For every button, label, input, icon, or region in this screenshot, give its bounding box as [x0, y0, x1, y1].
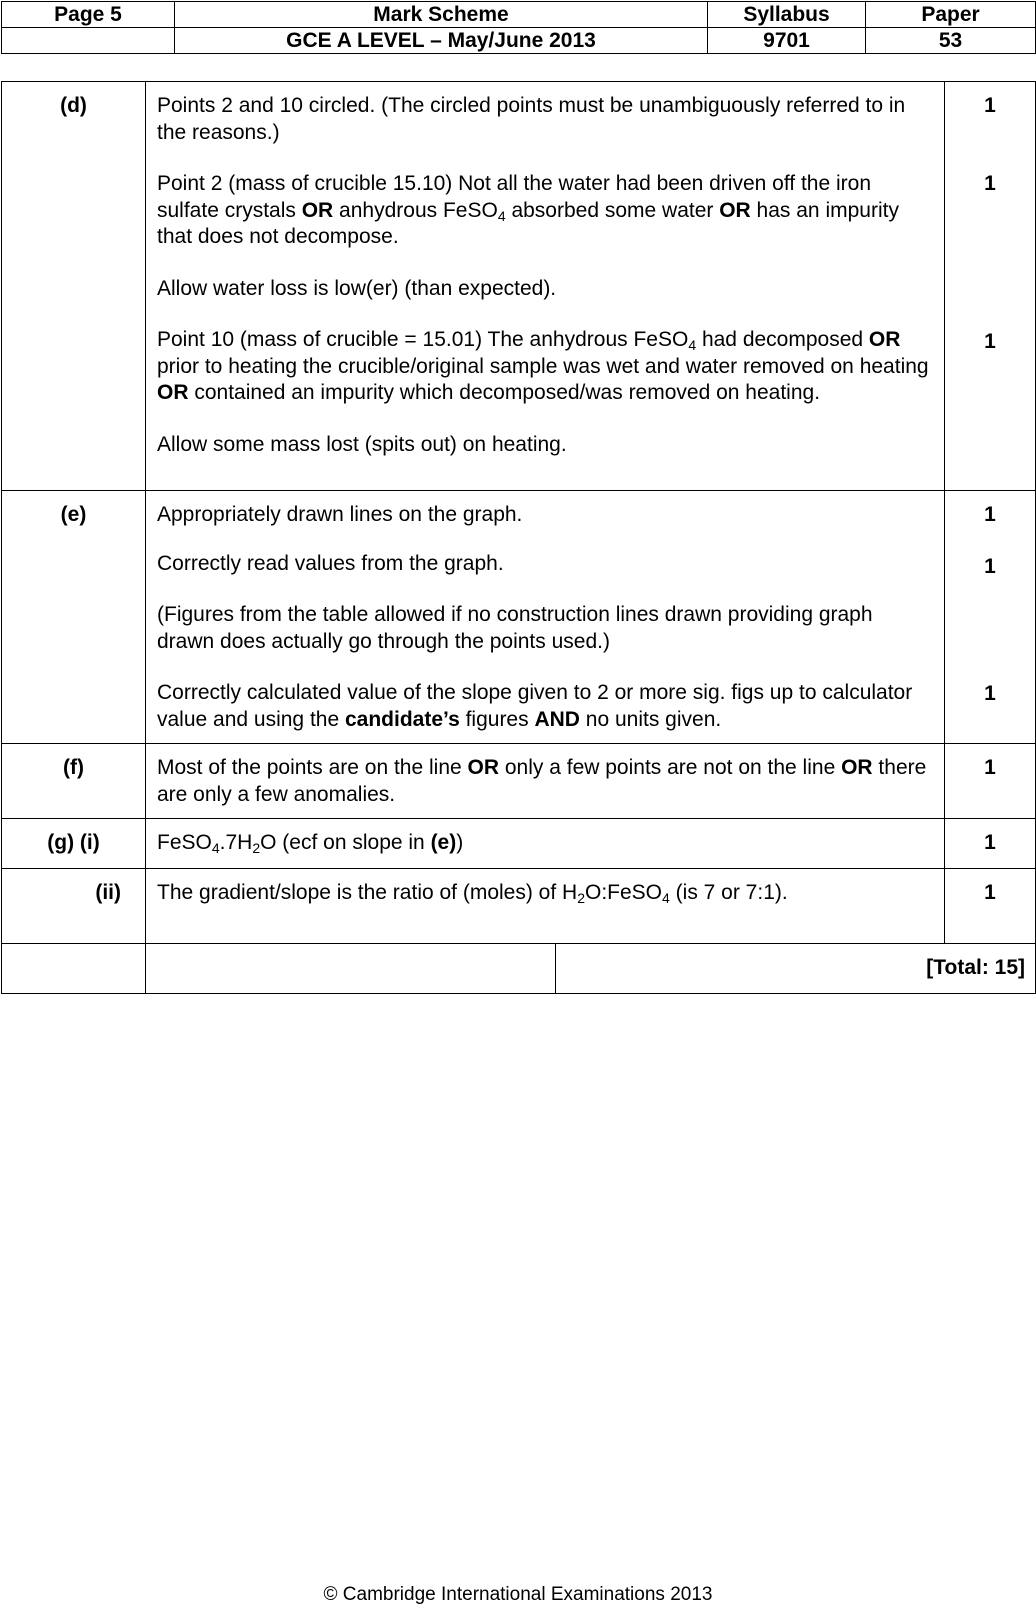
answer-cell-g-i	[146, 819, 945, 869]
question-label-e: (e)	[2, 491, 146, 744]
answer-paragraph: Point 2 (mass of crucible 15.10) Not all the water had been driven off the iron sulfate crystals OR anhydrous FeSO$_4$ absorbed some water OR has an impurity that does not decompose.	[157, 172, 899, 248]
answer-paragraph: $FeSO_4.7H_2O$ (ecf on slope in (e))	[157, 831, 464, 856]
table-row	[2, 869, 1036, 944]
answer-paragraph: Points 2 and 10 circled. (The circled points must be unambiguously referred to in the reasons.)	[157, 94, 906, 144]
header-empty-cell	[2, 28, 175, 54]
answer-cell-e	[146, 491, 945, 744]
table-row	[2, 82, 1036, 491]
paper-label: Paper	[866, 2, 1036, 28]
answer-paragraph: Most of the points are on the line OR only a few points are not on the line OR there are only a few anomalies.	[157, 756, 927, 806]
mark-value: 1	[984, 503, 996, 526]
table-row	[2, 491, 1036, 744]
header-table	[1, 1, 1036, 54]
total-empty-cell	[2, 944, 146, 994]
answer-paragraph: The gradient/slope is the ratio of (moles) of $H_2O:FeSO_4$ (is 7 or 7:1).	[157, 881, 788, 906]
mark-value: 1	[984, 329, 996, 353]
mark-value: 1	[984, 554, 996, 578]
question-label-f: (f)	[2, 744, 146, 819]
answer-paragraph: Correctly calculated value of the slope given to 2 or more sig. figs up to calculator value and using the candidate’s figures AND no units given.	[157, 681, 913, 731]
mark-value: 1	[984, 682, 996, 705]
copyright-footer: © Cambridge International Examinations 2013	[323, 1584, 713, 1605]
answer-cell-f	[146, 744, 945, 819]
answer-paragraph: Allow some mass lost (spits out) on heating.	[157, 432, 567, 456]
marks-cell-g-i: 1	[945, 819, 1036, 869]
mark-scheme-table	[1, 81, 1036, 994]
answer-cell-d	[146, 82, 945, 491]
table-row	[2, 944, 1036, 994]
total-empty-cell	[146, 944, 556, 994]
total-value: [Total: 15]	[556, 944, 1036, 994]
mark-value: 1	[984, 172, 996, 195]
page-label: Page 5	[2, 2, 175, 28]
answer-cell-g-ii	[146, 869, 945, 944]
syllabus-code: 9701	[708, 28, 866, 54]
mark-value: 1	[984, 94, 996, 117]
answer-paragraph: Point 10 (mass of crucible = 15.01) The anhydrous FeSO$_4$ had decomposed OR prior to heating the crucible/original sample was wet and water removed on heating OR contained an impurity which decomposed/was removed on heating.	[157, 328, 929, 404]
marks-cell-e	[945, 491, 1036, 744]
exam-title: GCE A LEVEL – May/June 2013	[175, 28, 708, 54]
table-row	[2, 819, 1036, 869]
question-label-d: (d)	[2, 82, 146, 491]
answer-paragraph: (Figures from the table allowed if no construction lines drawn providing graph drawn does actually go through the points used.)	[157, 603, 873, 653]
syllabus-label: Syllabus	[708, 2, 866, 28]
marks-cell-d	[945, 82, 1036, 491]
mark-scheme-label: Mark Scheme	[175, 2, 708, 28]
marks-cell-g-ii: 1	[945, 869, 1036, 944]
answer-paragraph: Correctly read values from the graph.	[157, 551, 504, 575]
marks-cell-f: 1	[945, 744, 1036, 819]
answer-paragraph: Appropriately drawn lines on the graph.	[157, 503, 523, 526]
table-row	[2, 744, 1036, 819]
question-label-g-ii: (ii)	[2, 869, 146, 944]
question-label-g-i: (g) (i)	[2, 819, 146, 869]
answer-paragraph: Allow water loss is low(er) (than expected).	[157, 276, 557, 300]
paper-number: 53	[866, 28, 1036, 54]
